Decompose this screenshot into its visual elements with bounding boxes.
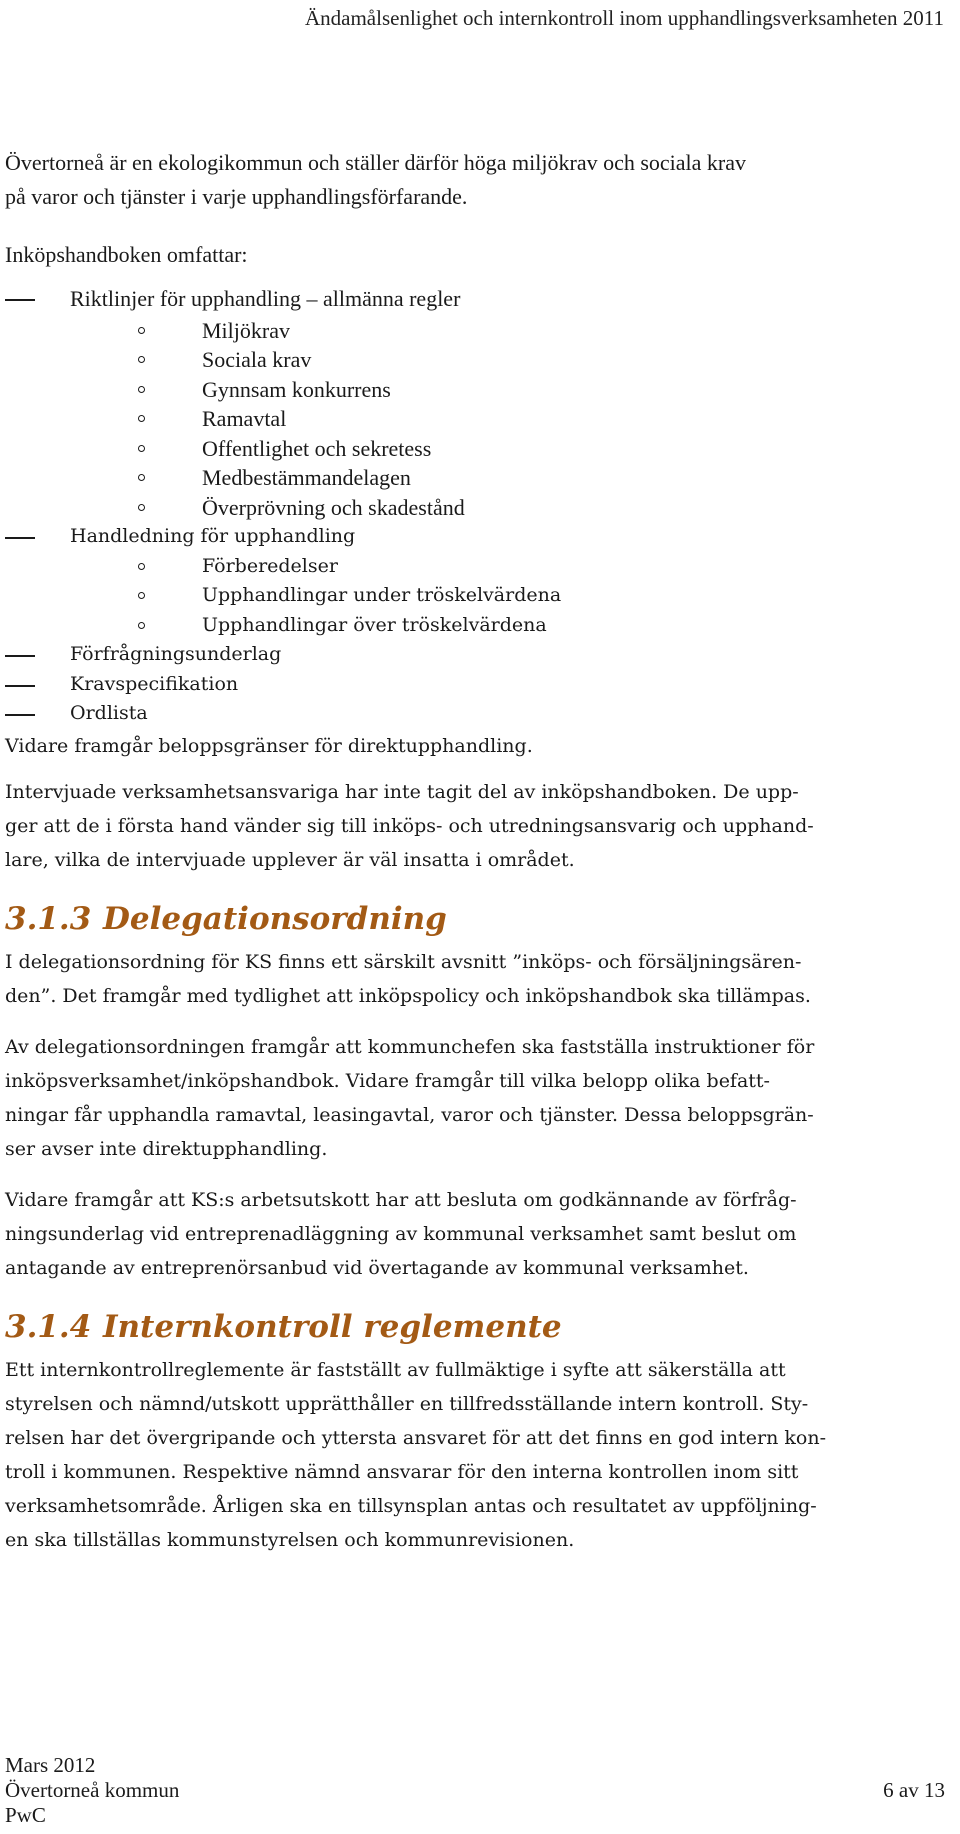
sub-list-item: Ramavtal — [5, 404, 950, 434]
section-number: 3.1.3 — [5, 900, 92, 937]
sub-list-item: Överprövning och skadestånd — [5, 493, 950, 523]
list-item: Riktlinjer för upphandling – allmänna regler — [5, 284, 950, 316]
section-title: Internkontroll reglemente — [103, 1308, 562, 1345]
footer-date: Mars 2012 — [5, 1753, 96, 1777]
page-footer — [5, 1753, 945, 1828]
circle-bullet-icon — [138, 592, 145, 599]
list-item: Handledning för upphandling — [5, 522, 950, 552]
list-intro: Inköpshandboken omfattar: — [5, 242, 248, 267]
text-line: antagande av entreprenörsanbud vid övertagande av kommunal verksamhet. — [5, 1256, 749, 1279]
footer-firm: PwC — [5, 1803, 46, 1827]
circle-bullet-icon — [138, 504, 145, 511]
dash-bullet-icon — [5, 299, 35, 301]
footer-organization: Övertorneå kommun — [5, 1778, 180, 1802]
text-line: troll i kommunen. Respektive nämnd ansvarar för den interna kontrollen inom sitt — [5, 1460, 799, 1483]
text-line: ger att de i första hand vänder sig till inköps- och utredningsansvarig och upphand- — [5, 814, 814, 837]
text-line: Vidare framgår beloppsgränser för direktupphandling. — [5, 734, 533, 757]
page-content — [5, 146, 950, 1557]
interview-paragraph — [5, 775, 950, 877]
text-line: lare, vilka de intervjuade upplever är väl insatta i området. — [5, 848, 575, 871]
handbook-contents-list — [5, 284, 950, 729]
text-line: verksamhetsområde. Årligen ska en tillsynsplan antas och resultatet av uppföljning- — [5, 1494, 817, 1517]
text-line: Vidare framgår att KS:s arbetsutskott har att besluta om godkännande av förfråg- — [5, 1188, 797, 1211]
circle-bullet-icon — [138, 327, 145, 334]
delegation-paragraph-3 — [5, 1183, 950, 1285]
delegation-paragraph-2 — [5, 1030, 950, 1166]
circle-bullet-icon — [138, 622, 145, 629]
text-line: Intervjuade verksamhetsansvariga har inte tagit del av inköpshandboken. De upp- — [5, 780, 799, 803]
text-line: ser avser inte direktupphandling. — [5, 1137, 328, 1160]
circle-bullet-icon — [138, 445, 145, 452]
text-line: inköpsverksamhet/inköpshandbok. Vidare framgår till vilka belopp olika befatt- — [5, 1069, 770, 1092]
section-heading-3-1-4 — [5, 1305, 950, 1349]
text-line: ningar får upphandla ramavtal, leasingavtal, varor och tjänster. Dessa beloppsgrän- — [5, 1103, 814, 1126]
list-item: Ordlista — [5, 699, 950, 729]
circle-bullet-icon — [138, 356, 145, 363]
section-number: 3.1.4 — [5, 1308, 92, 1345]
intro-paragraph — [5, 146, 950, 214]
sub-list-item: Offentlighet och sekretess — [5, 434, 950, 464]
dash-bullet-icon — [5, 685, 35, 687]
sub-list-item: Gynnsam konkurrens — [5, 375, 950, 405]
text-line: en ska tillställas kommunstyrelsen och kommunrevisionen. — [5, 1528, 575, 1551]
text-line: ningsunderlag vid entreprenadläggning av kommunal verksamhet samt beslut om — [5, 1222, 797, 1245]
circle-bullet-icon — [138, 386, 145, 393]
section-title: Delegationsordning — [103, 900, 447, 937]
text-line: Av delegationsordningen framgår att kommunchefen ska fastställa instruktioner för — [5, 1035, 815, 1058]
list-item: Förfrågningsunderlag — [5, 640, 950, 670]
page-number: 6 av 13 — [883, 1778, 945, 1802]
dash-bullet-icon — [5, 714, 35, 716]
circle-bullet-icon — [138, 563, 145, 570]
sub-list-item: Miljökrav — [5, 316, 950, 346]
sub-list-item: Upphandlingar över tröskelvärdena — [5, 611, 950, 641]
text-line: styrelsen och nämnd/utskott upprätthåller en tillfredsställande intern kontroll. Sty- — [5, 1392, 809, 1415]
text-line: I delegationsordning för KS finns ett särskilt avsnitt ”inköps- och försäljningsären- — [5, 950, 802, 973]
circle-bullet-icon — [138, 474, 145, 481]
text-line: den”. Det framgår med tydlighet att inköpspolicy och inköpshandbok ska tillämpas. — [5, 984, 811, 1007]
text-line: Ett internkontrollreglemente är fastställt av fullmäktige i syfte att säkerställa att — [5, 1358, 786, 1381]
delegation-paragraph-1 — [5, 945, 950, 1013]
section-heading-3-1-3 — [5, 897, 950, 941]
dash-bullet-icon — [5, 537, 35, 539]
text-line: på varor och tjänster i varje upphandlingsförfarande. — [5, 184, 468, 209]
circle-bullet-icon — [138, 415, 145, 422]
dash-bullet-icon — [5, 655, 35, 657]
sub-list-item: Upphandlingar under tröskelvärdena — [5, 581, 950, 611]
running-header: Ändamålsenlighet och internkontroll inom upphandlingsverksamheten 2011 — [304, 6, 944, 30]
sub-list-item: Medbestämmandelagen — [5, 463, 950, 493]
text-line: Övertorneå är en ekologikommun och ställer därför höga miljökrav och sociala krav — [5, 150, 747, 175]
list-item: Kravspecifikation — [5, 670, 950, 700]
text-line: relsen har det övergripande och yttersta ansvaret för att det finns en god intern kon- — [5, 1426, 826, 1449]
sub-list-item: Förberedelser — [5, 552, 950, 582]
sub-list-item: Sociala krav — [5, 345, 950, 375]
internal-control-paragraph — [5, 1353, 950, 1557]
